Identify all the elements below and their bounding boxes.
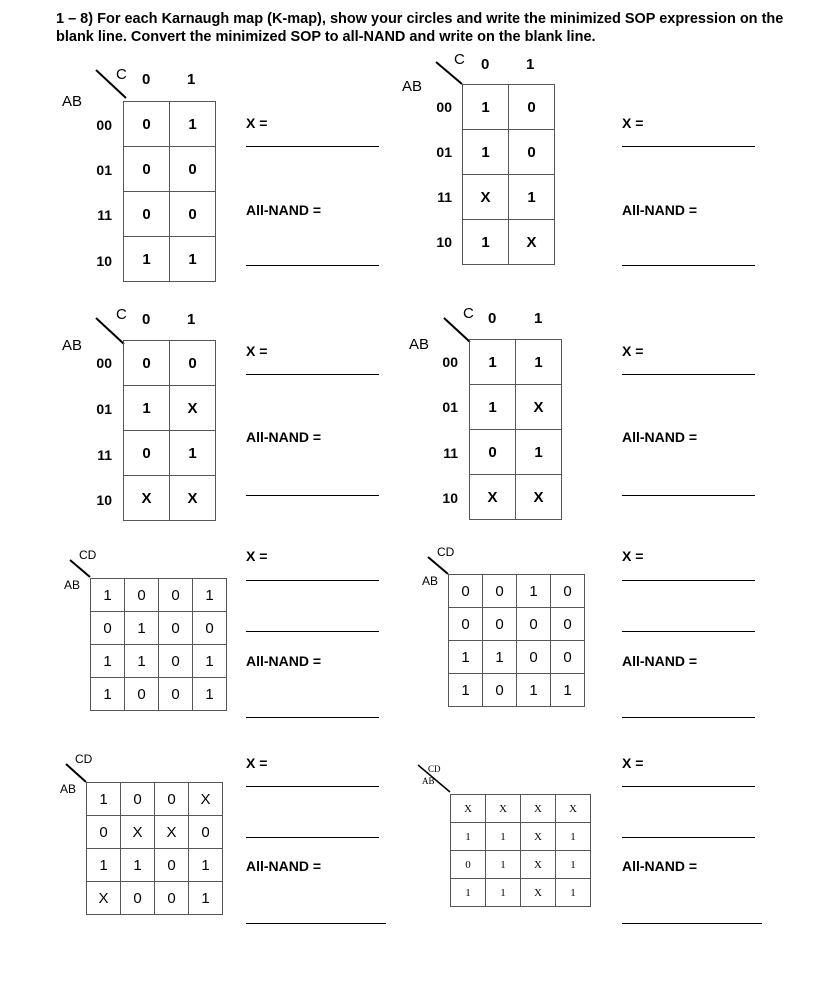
- row-label-10: 10: [436, 234, 452, 250]
- kmap-grid: [462, 84, 555, 265]
- kmap-cell[interactable]: 1: [170, 431, 216, 476]
- nand-answer-line[interactable]: [622, 717, 755, 718]
- nand-answer-line[interactable]: [246, 265, 379, 266]
- kmap-cell[interactable]: 0: [124, 431, 170, 476]
- row-label-01: 01: [96, 162, 112, 178]
- row-label-11: 11: [97, 447, 112, 463]
- kmap-cell[interactable]: 1: [91, 645, 125, 678]
- kmap-cell[interactable]: 1: [509, 175, 555, 220]
- ab-label: AB: [62, 337, 83, 354]
- kmap-cell[interactable]: 0: [509, 85, 555, 130]
- kmap-cell[interactable]: 0: [155, 783, 189, 816]
- kmap-cell[interactable]: 0: [170, 341, 216, 386]
- row-label-10: 10: [96, 492, 112, 508]
- kmap-cell[interactable]: 0: [193, 612, 227, 645]
- kmap-cell[interactable]: 1: [517, 575, 551, 608]
- cd-label: CD: [75, 752, 93, 766]
- col-header-1: 1: [187, 71, 196, 88]
- row-label-00: 00: [96, 117, 112, 133]
- row-label-11: 11: [97, 207, 112, 223]
- sop-answer-line[interactable]: [246, 580, 379, 581]
- all-nand-label: All-NAND =: [622, 858, 698, 874]
- kmap-cell[interactable]: 0: [451, 851, 486, 879]
- kmap-cell[interactable]: 1: [486, 851, 521, 879]
- nand-answer-line[interactable]: [622, 265, 755, 266]
- kmap-cell[interactable]: 0: [517, 641, 551, 674]
- kmap-cell[interactable]: 1: [556, 823, 591, 851]
- nand-answer-line[interactable]: [622, 495, 755, 496]
- x-equals-label: X =: [246, 115, 268, 131]
- kmap-cell[interactable]: 1: [125, 612, 159, 645]
- all-nand-label: All-NAND =: [246, 858, 322, 874]
- c-label: C: [463, 305, 474, 322]
- all-nand-label: All-NAND =: [622, 653, 698, 669]
- kmap-cell[interactable]: 1: [170, 102, 216, 147]
- kmap-cell[interactable]: 1: [449, 641, 483, 674]
- all-nand-label: All-NAND =: [622, 429, 698, 445]
- kmap-cell[interactable]: 1: [470, 385, 516, 430]
- kmap-cell[interactable]: X: [521, 823, 556, 851]
- kmap-cell[interactable]: 0: [470, 430, 516, 475]
- kmap-cell[interactable]: 1: [121, 849, 155, 882]
- kmap-cell[interactable]: X: [463, 175, 509, 220]
- kmap-cell[interactable]: 0: [449, 575, 483, 608]
- kmap-cell[interactable]: 0: [87, 816, 121, 849]
- kmap-cell[interactable]: X: [124, 476, 170, 521]
- ab-label: AB: [62, 93, 83, 110]
- kmap-cell[interactable]: 0: [551, 608, 585, 641]
- kmap-cell[interactable]: 1: [87, 849, 121, 882]
- nand-answer-line[interactable]: [246, 923, 386, 924]
- kmap-cell[interactable]: X: [516, 475, 562, 520]
- kmap-cell[interactable]: 0: [155, 882, 189, 915]
- kmap-cell[interactable]: 1: [451, 823, 486, 851]
- kmap-grid: [448, 574, 585, 707]
- kmap-cell[interactable]: 1: [170, 237, 216, 282]
- col-header-0: 0: [142, 71, 151, 88]
- c-label: C: [116, 66, 127, 83]
- kmap-cell[interactable]: X: [121, 816, 155, 849]
- nand-answer-line[interactable]: [246, 717, 379, 718]
- kmap-cell[interactable]: 0: [124, 192, 170, 237]
- kmap-cell[interactable]: 0: [483, 674, 517, 707]
- kmap-cell[interactable]: 0: [159, 579, 193, 612]
- kmap-cell[interactable]: X: [521, 795, 556, 823]
- ab-label: AB: [60, 782, 77, 796]
- row-label-11: 11: [437, 189, 452, 205]
- kmap-cell[interactable]: X: [521, 879, 556, 907]
- cd-label: CD: [79, 548, 97, 562]
- kmap-cell[interactable]: 0: [551, 641, 585, 674]
- kmap-cell[interactable]: 1: [189, 882, 223, 915]
- kmap-cell[interactable]: 0: [159, 678, 193, 711]
- row-label-01: 01: [436, 144, 452, 160]
- row-label-01: 01: [96, 401, 112, 417]
- kmap-cell[interactable]: 0: [91, 612, 125, 645]
- kmap-cell[interactable]: 1: [124, 386, 170, 431]
- kmap-cell[interactable]: 1: [516, 340, 562, 385]
- kmap-cell[interactable]: 0: [125, 579, 159, 612]
- sop-answer-line-2[interactable]: [246, 631, 379, 632]
- kmap-cell[interactable]: X: [516, 385, 562, 430]
- sop-answer-line[interactable]: [246, 146, 379, 147]
- kmap-cell[interactable]: 0: [159, 645, 193, 678]
- row-label-00: 00: [442, 354, 458, 370]
- sop-answer-line[interactable]: [622, 786, 755, 787]
- x-equals-label: X =: [246, 755, 268, 771]
- all-nand-label: All-NAND =: [246, 653, 322, 669]
- all-nand-label: All-NAND =: [246, 429, 322, 445]
- x-equals-label: X =: [622, 343, 644, 359]
- sop-answer-line[interactable]: [622, 580, 755, 581]
- x-equals-label: X =: [622, 115, 644, 131]
- kmap-grid: [123, 101, 216, 282]
- kmap-grid: [86, 782, 223, 915]
- ab-label: AB: [422, 574, 439, 588]
- kmap-cell[interactable]: 0: [170, 147, 216, 192]
- kmap-grid: [450, 794, 591, 907]
- sop-answer-line-2[interactable]: [622, 837, 755, 838]
- kmap-cell[interactable]: 1: [470, 340, 516, 385]
- col-header-1: 1: [526, 56, 535, 73]
- sop-answer-line[interactable]: [246, 786, 379, 787]
- ab-label: AB: [422, 776, 435, 786]
- row-label-00: 00: [96, 355, 112, 371]
- cd-label: CD: [428, 764, 441, 774]
- row-label-00: 00: [436, 99, 452, 115]
- kmap-cell[interactable]: 1: [556, 879, 591, 907]
- kmap-cell[interactable]: X: [170, 386, 216, 431]
- instructions-heading: 1 – 8) For each Karnaugh map (K-map), show your circles and write the minimized SOP expression on the blank line. Convert the minimized SOP to all-NAND and write on the blank line.: [56, 11, 784, 45]
- c-label: C: [116, 306, 127, 323]
- kmap-cell[interactable]: 1: [451, 879, 486, 907]
- kmap-cell[interactable]: 0: [121, 882, 155, 915]
- kmap-cell[interactable]: 1: [125, 645, 159, 678]
- all-nand-label: All-NAND =: [622, 202, 698, 218]
- kmap-grid: [123, 340, 216, 521]
- ab-label: AB: [64, 578, 81, 592]
- row-label-10: 10: [442, 490, 458, 506]
- kmap-cell[interactable]: X: [521, 851, 556, 879]
- col-header-1: 1: [534, 310, 543, 327]
- kmap-cell[interactable]: 1: [551, 674, 585, 707]
- kmap-cell[interactable]: 1: [189, 849, 223, 882]
- kmap-grid: [469, 339, 562, 520]
- kmap-cell[interactable]: 0: [483, 608, 517, 641]
- kmap-cell[interactable]: X: [470, 475, 516, 520]
- kmap-cell[interactable]: 1: [517, 674, 551, 707]
- sop-answer-line[interactable]: [246, 374, 379, 375]
- kmap-cell[interactable]: 0: [449, 608, 483, 641]
- kmap-cell[interactable]: 1: [463, 85, 509, 130]
- kmap-cell[interactable]: 1: [193, 645, 227, 678]
- kmap-cell[interactable]: X: [556, 795, 591, 823]
- col-header-0: 0: [488, 310, 497, 327]
- kmap-cell[interactable]: 0: [189, 816, 223, 849]
- kmap-cell[interactable]: X: [189, 783, 223, 816]
- kmap-cell[interactable]: 1: [91, 579, 125, 612]
- kmap-cell[interactable]: 0: [124, 341, 170, 386]
- row-label-10: 10: [96, 253, 112, 269]
- kmap-cell[interactable]: 1: [483, 641, 517, 674]
- kmap-grid: [90, 578, 227, 711]
- kmap-cell[interactable]: X: [170, 476, 216, 521]
- kmap-cell[interactable]: X: [87, 882, 121, 915]
- kmap-cell[interactable]: X: [451, 795, 486, 823]
- nand-answer-line[interactable]: [622, 923, 762, 924]
- kmap-cell[interactable]: 1: [449, 674, 483, 707]
- kmap-cell[interactable]: 0: [124, 147, 170, 192]
- kmap-cell[interactable]: 0: [517, 608, 551, 641]
- kmap-cell[interactable]: 0: [509, 130, 555, 175]
- sop-answer-line[interactable]: [622, 374, 755, 375]
- kmap-cell[interactable]: 0: [551, 575, 585, 608]
- col-header-0: 0: [481, 56, 490, 73]
- kmap-cell[interactable]: 0: [170, 192, 216, 237]
- kmap-cell[interactable]: 1: [463, 220, 509, 265]
- x-equals-label: X =: [246, 343, 268, 359]
- kmap-cell[interactable]: X: [155, 816, 189, 849]
- c-label: C: [454, 51, 465, 68]
- kmap-cell[interactable]: 1: [486, 879, 521, 907]
- kmap-cell[interactable]: 0: [124, 102, 170, 147]
- kmap-cell[interactable]: 0: [121, 783, 155, 816]
- kmap-cell[interactable]: 1: [193, 678, 227, 711]
- kmap-cell[interactable]: 0: [125, 678, 159, 711]
- nand-answer-line[interactable]: [246, 495, 379, 496]
- sop-answer-line[interactable]: [622, 146, 755, 147]
- kmap-cell[interactable]: 1: [91, 678, 125, 711]
- all-nand-label: All-NAND =: [246, 202, 322, 218]
- kmap-cell[interactable]: 0: [159, 612, 193, 645]
- kmap-cell[interactable]: 1: [463, 130, 509, 175]
- col-header-0: 0: [142, 311, 151, 328]
- row-label-01: 01: [442, 399, 458, 415]
- kmap-cell[interactable]: 0: [483, 575, 517, 608]
- row-label-11: 11: [443, 445, 458, 461]
- kmap-cell[interactable]: 1: [193, 579, 227, 612]
- sop-answer-line-2[interactable]: [246, 837, 379, 838]
- x-equals-label: X =: [622, 755, 644, 771]
- kmap-cell[interactable]: 1: [556, 851, 591, 879]
- col-header-1: 1: [187, 311, 196, 328]
- kmap-cell[interactable]: 0: [155, 849, 189, 882]
- kmap-cell[interactable]: 1: [87, 783, 121, 816]
- kmap-cell[interactable]: X: [486, 795, 521, 823]
- ab-label: AB: [409, 336, 430, 353]
- kmap-cell[interactable]: 1: [124, 237, 170, 282]
- ab-label: AB: [402, 78, 423, 95]
- kmap-cell[interactable]: X: [509, 220, 555, 265]
- sop-answer-line-2[interactable]: [622, 631, 755, 632]
- x-equals-label: X =: [246, 548, 268, 564]
- x-equals-label: X =: [622, 548, 644, 564]
- cd-label: CD: [437, 545, 455, 559]
- kmap-cell[interactable]: 1: [486, 823, 521, 851]
- kmap-cell[interactable]: 1: [516, 430, 562, 475]
